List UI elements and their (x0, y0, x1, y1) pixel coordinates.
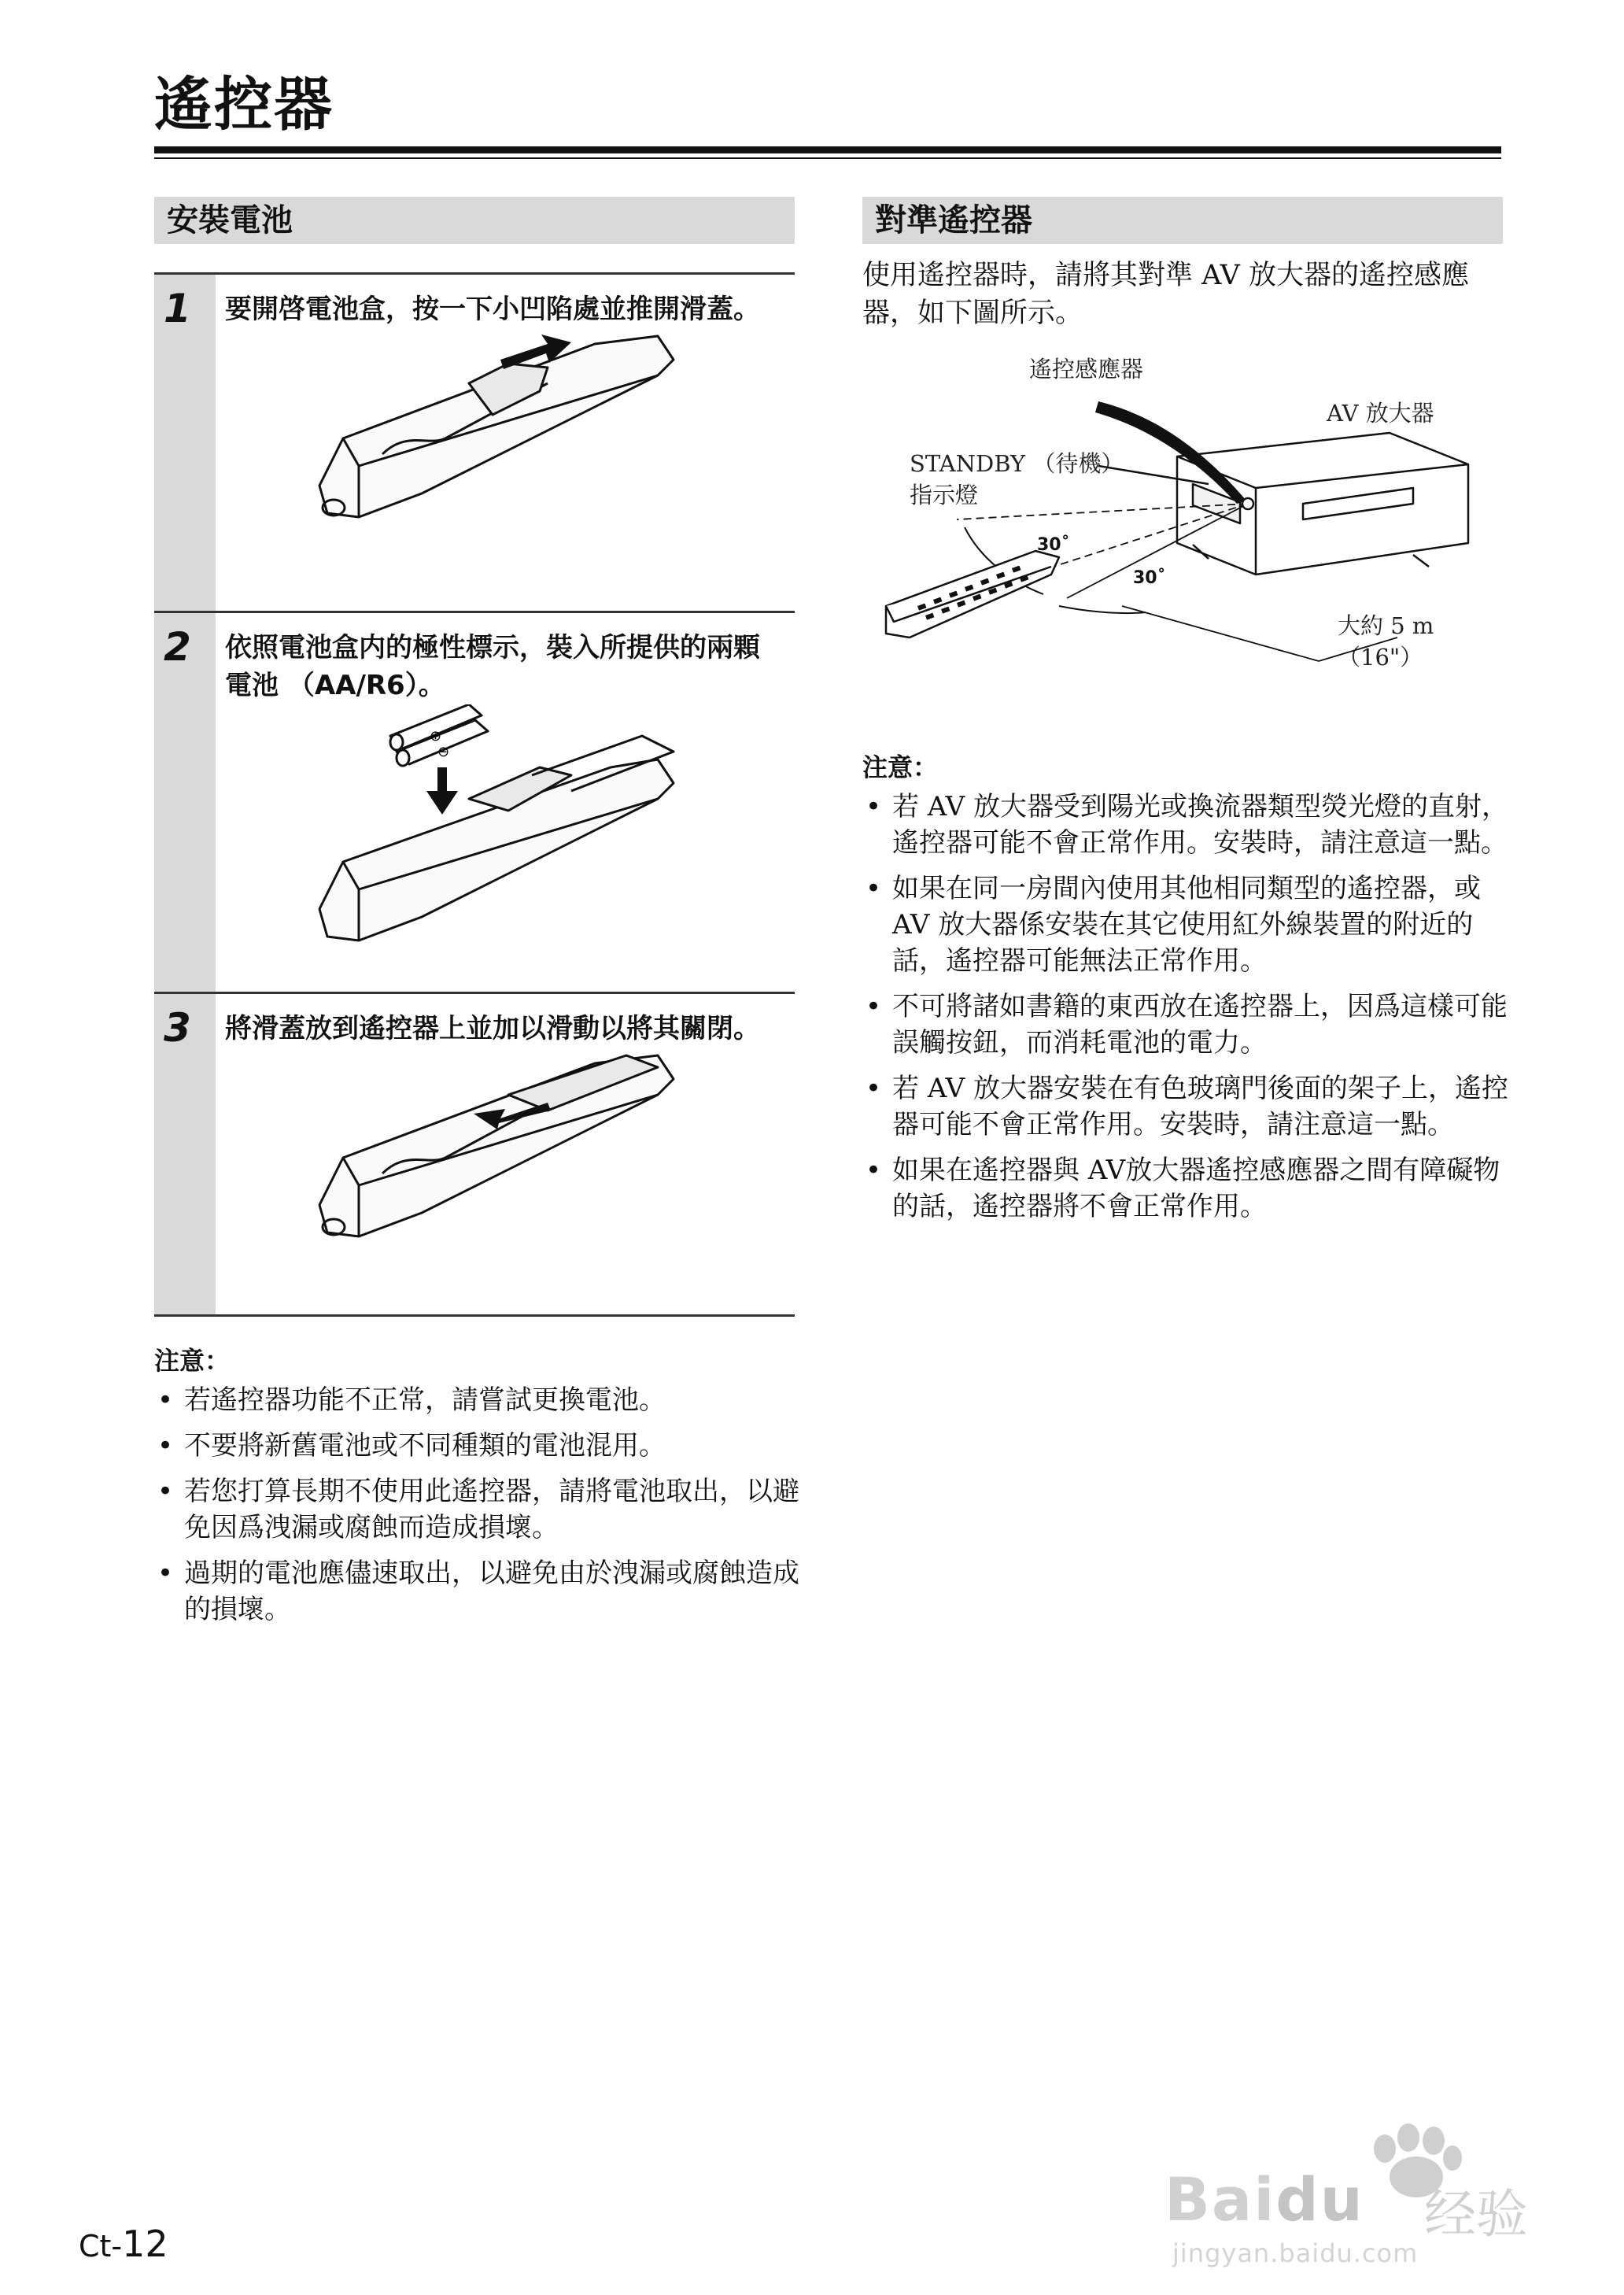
aim-remote-notes (862, 749, 1515, 1234)
step-text: 依照電池盒内的極性標示，裝入所提供的兩顆電池 （AA/R6）。 (225, 632, 760, 701)
notes-heading: 注意： (862, 752, 939, 782)
section-heading-aim-remote: 對準遙控器 (862, 197, 1503, 244)
step-number: 3 (164, 1005, 191, 1051)
down-arrow-icon (426, 767, 458, 815)
note-item: • 若 AV 放大器安裝在有色玻璃門後面的架子上，遙控器可能不會正常作用。安裝時，請注意這一點。 (862, 1070, 1515, 1143)
note-item: • 不要將新舊電池或不同種類的電池混用。 (154, 1428, 799, 1464)
page-number (79, 2223, 168, 2265)
remote-control-icon (886, 551, 1059, 638)
step-3 (154, 994, 795, 1317)
note-item: • 若 AV 放大器受到陽光或換流器類型熒光燈的直射，遙控器可能不會正常作用。安裝時，請注意這一點。 (862, 789, 1515, 861)
remote-insert-batteries-illustration (312, 704, 689, 948)
title-rule (154, 146, 1501, 153)
step-2 (154, 613, 795, 994)
watermark-brand-du: du (1275, 2164, 1364, 2234)
watermark-brand: Bai (1164, 2164, 1276, 2234)
aim-remote-intro: 使用遙控器時，請將其對準 AV 放大器的遙控感應器，如下圖所示。 (862, 260, 1470, 329)
step-number-column (154, 613, 216, 992)
note-item: • 若您打算長期不使用此遙控器，請將電池取出，以避免因爲洩漏或腐蝕而造成損壞。 (154, 1473, 799, 1546)
step-number: 1 (164, 286, 191, 331)
step-text: 將滑蓋放到遙控器上並加以滑動以將其關閉。 (225, 1013, 760, 1044)
remote-close-cover-illustration (312, 1048, 689, 1244)
section-heading-install-batteries: 安裝電池 (154, 197, 795, 244)
standby-label: STANDBY （待機） (910, 450, 1124, 477)
note-item: • 過期的電池應儘速取出，以避免由於洩漏或腐蝕造成的損壞。 (154, 1555, 799, 1628)
distance-label-feet: （16"） (1338, 644, 1423, 671)
page-title: 遙控器 (154, 71, 334, 139)
note-item: • 如果在遙控器與 AV放大器遙控感應器之間有障礙物的話，遙控器將不會正常作用。 (862, 1152, 1515, 1225)
sensor-label: 遙控感應器 (1029, 356, 1144, 382)
angle-left-label: 30˚ (1037, 535, 1070, 555)
baidu-jingyan-watermark (1149, 2109, 1574, 2267)
battery-steps-table (154, 272, 795, 1317)
page-number-prefix: Ct- (79, 2229, 123, 2264)
svg-text:⊕: ⊕ (430, 728, 442, 745)
step-text: 要開啓電池盒，按一下小凹陷處並推開滑蓋。 (225, 294, 760, 325)
distance-label: 大約 5 m (1338, 612, 1434, 639)
svg-text:⊖: ⊖ (437, 744, 450, 760)
step-1 (154, 275, 795, 613)
watermark-jingyan: 经验 (1424, 2184, 1528, 2245)
note-item: • 若遙控器功能不正常，請嘗試更換電池。 (154, 1382, 799, 1418)
remote-open-cover-illustration (312, 328, 689, 525)
amplifier-label: AV 放大器 (1327, 400, 1434, 427)
watermark-url: jingyan.baidu.com (1172, 2238, 1419, 2268)
remote-range-diagram (862, 346, 1508, 685)
note-item: • 不可將諸如書籍的東西放在遙控器上，因爲這樣可能誤觸按鈕，而消耗電池的電力。 (862, 989, 1515, 1061)
notes-heading: 注意： (154, 1346, 231, 1376)
angle-right-label: 30˚ (1133, 568, 1166, 588)
title-rule-thin (154, 157, 1501, 159)
battery-notes (154, 1343, 799, 1637)
step-number: 2 (164, 624, 191, 670)
standby-label-indicator: 指示燈 (910, 482, 979, 508)
sensor-dot-icon (1242, 498, 1253, 509)
note-item: • 如果在同一房間內使用其他相同類型的遙控器，或 AV 放大器係安裝在其它使用紅外線裝置的附近的話，遙控器可能無法正常作用。 (862, 870, 1515, 979)
page-number-value: 12 (122, 2223, 168, 2265)
